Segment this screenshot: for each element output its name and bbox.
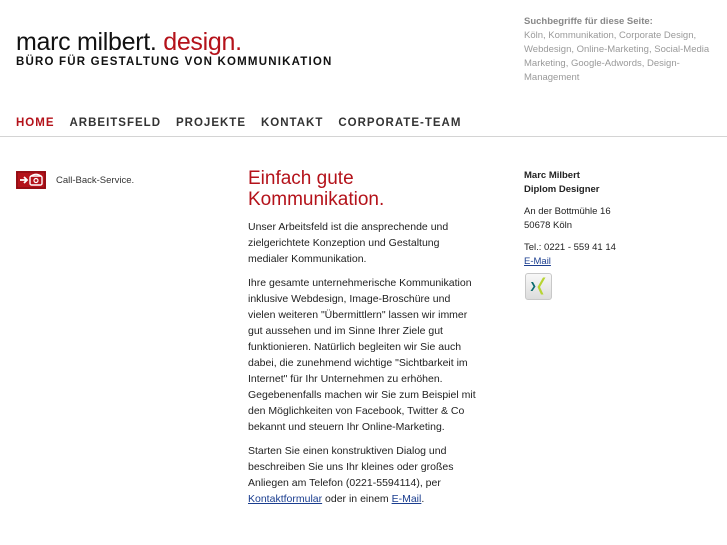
keywords-title: Suchbegriffe für diese Seite: (524, 16, 653, 27)
contact-name: Marc Milbert (524, 170, 580, 181)
contact-form-link[interactable]: Kontaktformular (248, 493, 323, 505)
logo-name: marc milbert. (16, 28, 157, 56)
callback-service-link[interactable] (16, 171, 134, 189)
contact-city: 50678 Köln (524, 220, 573, 231)
contact-spacer (524, 233, 719, 241)
contact-text-end: . (421, 493, 425, 505)
contact-phone: Tel.: 0221 - 559 41 14 (524, 242, 616, 253)
main-nav (16, 117, 476, 129)
intro-paragraph: Unser Arbeitsfeld ist die ansprechende und zielgerichtete Konzeption und Gestaltung medialer Kommunikation. (248, 221, 449, 265)
contact-email-link[interactable]: E-Mail (524, 256, 551, 267)
contact-spacer (524, 197, 719, 205)
nav-divider (0, 136, 727, 137)
page-title-line-1: Einfach gute (248, 168, 354, 189)
nav-projekte[interactable]: PROJEKTE (176, 117, 246, 129)
page-title (248, 168, 476, 210)
search-keywords (524, 15, 719, 85)
phone-callback-icon[interactable] (16, 171, 46, 189)
email-link[interactable]: E-Mail (391, 493, 422, 505)
page-title-line-2: Kommunikation. (248, 189, 385, 210)
contact-paragraph (248, 443, 476, 507)
nav-home[interactable]: HOME (16, 117, 55, 129)
tagline: BÜRO FÜR GESTALTUNG VON KOMMUNIKATION (16, 56, 333, 68)
contact-street: An der Bottmühle 16 (524, 206, 611, 217)
nav-kontakt[interactable]: KONTAKT (261, 117, 324, 129)
keywords-text: Köln, Kommunikation, Corporate Design, Webdesign, Online-Marketing, Social-Media Marketing, Google-Adwords, Design-Management (524, 30, 710, 83)
contact-info (524, 169, 719, 269)
nav-corporate-team[interactable]: CORPORATE-TEAM (338, 117, 462, 129)
callback-label[interactable]: Call-Back-Service. (56, 174, 135, 186)
contact-role: Diplom Designer (524, 184, 600, 195)
main-content (248, 168, 476, 515)
nav-arbeitsfeld[interactable]: ARBEITSFELD (69, 117, 161, 129)
services-paragraph: Ihre gesamte unternehmerische Kommunikation inklusive Webdesign, Image-Broschüre und vielen weiteren "Übermittlern" lassen wir immer gut aussehen und im Sinne Ihrer Ziele gut funktionieren. Natürlich begleiten wir Sie auch dabei, die zunehmend wichtige "Sichtbarkeit im Internet" für Ihr Unternehmen zu erhöhen. Gegebenenfalls machen wir Sie zum Beispiel mit den Möglichkeiten von Facebook, Twitter & Co bekannt und steuern Ihr Online-Marketing. (248, 277, 476, 433)
site-logo[interactable] (16, 28, 242, 56)
contact-text-start: Starten Sie einen konstruktiven Dialog und beschreiben Sie uns Ihr kleines oder großes Anliegen am Telefon (0221-5594114), per (248, 445, 454, 489)
logo-accent: design. (163, 28, 242, 56)
contact-text-mid: oder in einem (322, 493, 392, 505)
xing-icon[interactable] (525, 273, 552, 300)
